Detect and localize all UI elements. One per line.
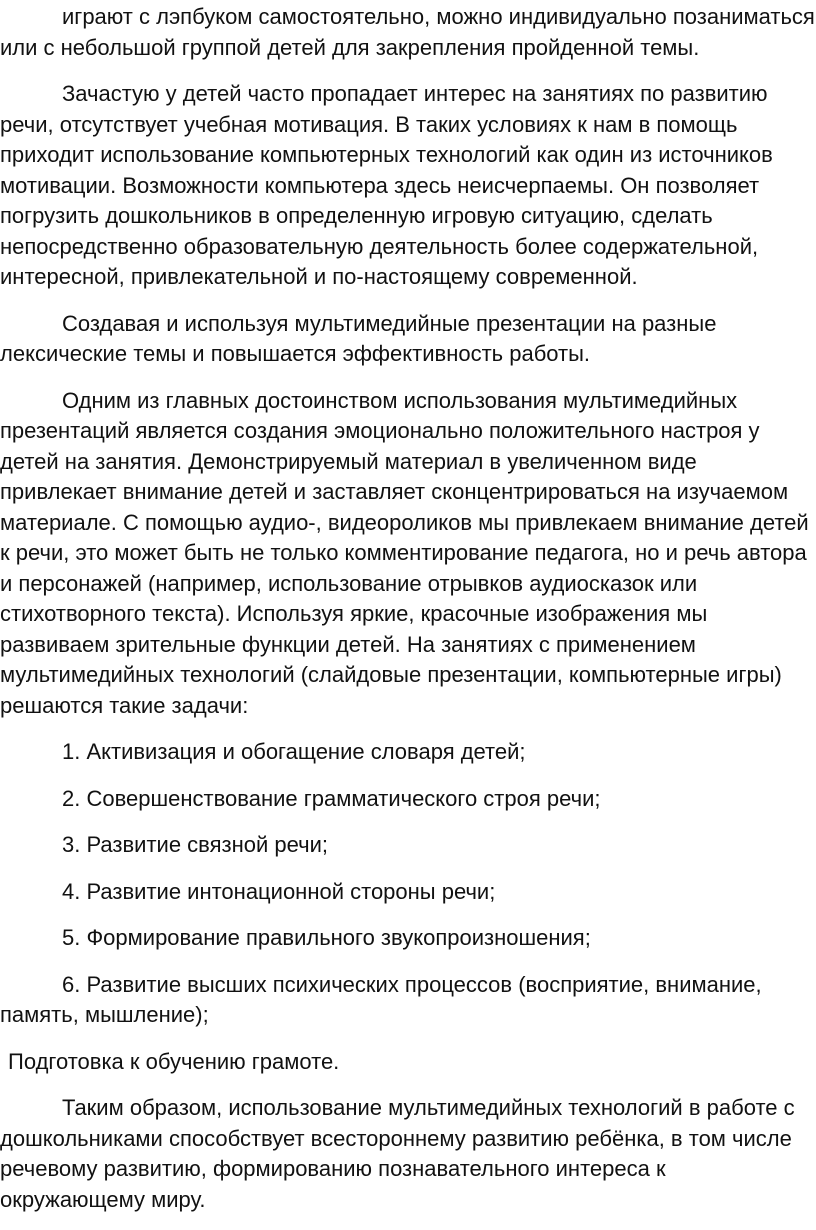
list-item: 5. Формирование правильного звукопроизношения; [62,925,591,950]
list-item: 1. Активизация и обогащение словаря детей; [62,739,526,764]
paragraph-intro-continuation: играют с лэпбуком самостоятельно, можно индивидуально позаниматься или с небольшой группой детей для закрепления пройденной темы. [0,4,815,60]
paragraph-motivation: Зачастую у детей часто пропадает интерес на занятиях по развитию речи, отсутствует учебная мотивация. В таких условиях к нам в помощь приходит использование компьютерных технологий как один из источников мотивации. Возможности компьютера здесь неисчерпаемы. Он позволяет погрузить дошкольников в определенную игровую ситуацию, сделать непосредственно образовательную деятельность более содержательной, интересной, привлекательной и по-настоящему современной. [0,81,773,289]
paragraph-advantages: Одним из главных достоинством использования мультимедийных презентаций является создания эмоционально положительного настроя у детей на занятия. Демонстрируемый материал в увеличенном виде привлекает внимание детей и заставляет сконцентрироваться на изучаемом материале. С помощью аудио-, видеороликов мы привлекаем внимание детей к речи, это может быть не только комментирование педагога, но и речь автора и персонажей (например, использование отрывков аудиосказок или стихотворного текста). Используя яркие, красочные изображения мы развиваем зрительные функции детей. На занятиях с применением мультимедийных технологий (слайдовые презентации, компьютерные игры) решаются такие задачи: [0,387,809,718]
paragraph-presentations: Создавая и используя мультимедийные презентации на разные лексические темы и повышается эффективность работы. [0,310,717,366]
list-item: 2. Совершенствование грамматического строя речи; [62,785,601,811]
task-list [0,737,816,1031]
list-item: 6. Развитие высших психических процессов (восприятие, внимание, память, мышление); [0,971,762,1027]
list-item: 3. Развитие связной речи; [62,832,328,857]
list-item: 4. Развитие интонационной стороны речи; [62,878,496,904]
list-item-literacy: Подготовка к обучению грамоте. [8,1048,340,1074]
paragraph-conclusion: Таким образом, использование мультимедийных технологий в работе с дошкольниками способствует всестороннему развитию ребёнка, в том числе речевому развитию, формированию познавательного интереса к окружающему миру. [0,1095,795,1212]
